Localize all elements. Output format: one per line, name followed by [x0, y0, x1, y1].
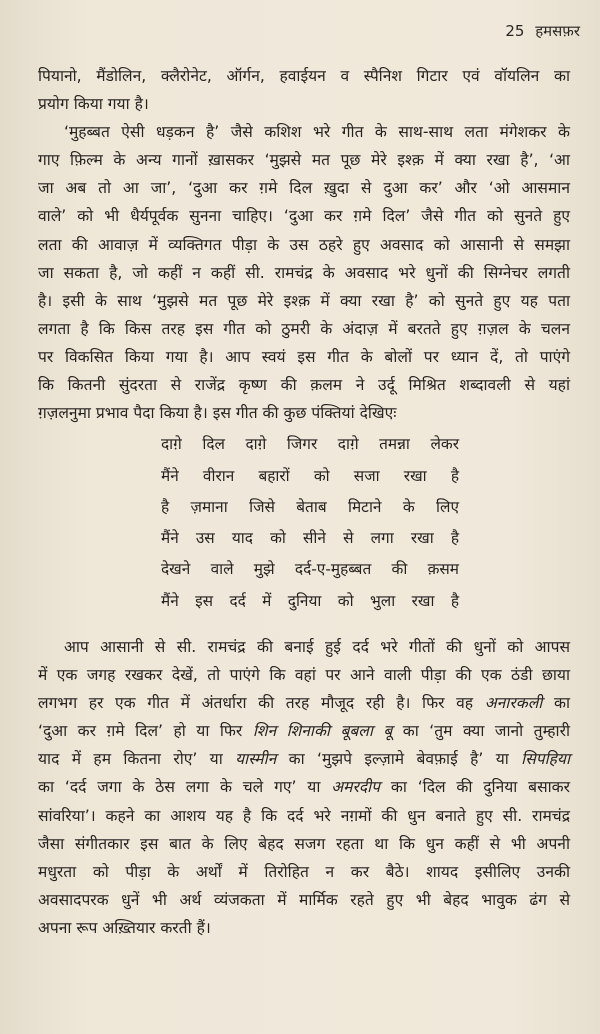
- paragraph-3: [38, 633, 570, 942]
- text-run: का ‘तुम क्या जानो तुम्हारी: [392, 722, 571, 741]
- text-line: पर विकसित किया गया है। आप स्वयं इस गीत के बोलों पर ध्यान दें, तो पाएंगे: [38, 347, 570, 366]
- text-run: का ‘दर्द जगा के ठेस लगा के चले गए’ या: [38, 778, 332, 797]
- song-verse: [38, 429, 570, 617]
- text-line: जैसा संगीतकार इस बात के लिए बेहद सजग रहता था कि धुन कहीं से भी अपनी: [38, 834, 570, 853]
- page-body: [38, 62, 570, 942]
- verse-line: मैंने उस याद को सीने से लगा रखा है: [161, 529, 459, 548]
- text-line: ‘मुहब्बत ऐसी धड़कन है’ जैसे कशिश भरे गीत के साथ-साथ लता मंगेशकर के: [64, 123, 570, 142]
- verse-line: है ज़माना जिसे बेताब मिटाने के लिए: [161, 497, 459, 516]
- text-run: याद में हम कितना रोए’ या: [38, 750, 236, 769]
- text-line: लगता है कि किस तरह इस गीत को ठुमरी के अंदाज़ में बरतते हुए ग़ज़ल के चलन: [38, 319, 570, 338]
- text-run: ‘दुआ कर ग़मे दिल’ हो या फिर: [38, 722, 253, 741]
- text-line: जा अब तो आ जा’, ‘दुआ कर ग़मे दिल ख़ुदा से दुआ कर’ और ‘ओ आसमान: [38, 179, 570, 198]
- film-title: शिन शिनाकी बूबला बू: [252, 722, 393, 741]
- verse-line: मैंने वीरान बहारों को सजा रखा है: [161, 466, 459, 485]
- text-line: में एक जगह रखकर देखें, तो पाएंगे कि वहां पर आने वाली पीड़ा की एक ठंडी छाया: [38, 666, 570, 685]
- text-line: गाए फ़िल्म के अन्य गानों ख़ासकर ‘मुझसे मत पूछ मेरे इश्क़ में क्या रखा है’, ‘आ: [38, 151, 570, 170]
- text-line: अपना रूप अख़्तियार करती हैं।: [38, 918, 211, 937]
- text-line: है। इसी के साथ ‘मुझसे मत पूछ मेरे इश्क़ में क्या रखा है’ को सुनते हुए यह पता: [38, 291, 570, 310]
- film-title: अनारकली: [484, 694, 543, 713]
- text-run: का: [542, 694, 570, 713]
- text-run: का ‘दिल की दुनिया बसाकर: [380, 778, 570, 797]
- text-run: का ‘मुझपे इल्ज़ामे बेवफ़ाई है’ या: [276, 750, 522, 769]
- verse-line: देखने वाले मुझे दर्द-ए-मुहब्बत की क़सम: [161, 560, 459, 579]
- text-line: वाले’ को भी धैर्यपूर्वक सुनना चाहिए। ‘दुआ कर ग़मे दिल’ जैसे गीत को सुनते हुए: [38, 207, 570, 226]
- text-line: प्रयोग किया गया है।: [38, 95, 149, 114]
- text-run: लगभग हर एक गीत में अंतर्धारा की तरह मौजूद रही है। फिर वह: [38, 694, 485, 713]
- paragraph-2: [38, 118, 570, 427]
- text-line: [38, 745, 570, 773]
- running-title: हमसफ़र: [535, 22, 580, 40]
- text-line: पियानो, मैंडोलिन, क्लैरोनेट, ऑर्गन, हवाईयन व स्पैनिश गिटार एवं वॉयलिन का: [38, 67, 570, 85]
- text-line: मधुरता को पीड़ा के अर्थों में तिरोहित न कर बैठे। शायद इसीलिए उनकी: [38, 862, 570, 881]
- text-line: कि कितनी सुंदरता से राजेंद्र कृष्ण की क़लम ने उर्दू मिश्रित शब्दावली से यहां: [38, 376, 570, 395]
- film-title: यास्मीन: [235, 750, 277, 769]
- paragraph-1: [38, 62, 570, 118]
- text-line: [38, 773, 570, 801]
- text-line: लता की आवाज़ में व्यक्तिगत पीड़ा के उस ठहरे हुए अवसाद को आसानी से समझा: [38, 235, 570, 254]
- film-title: अमरदीप: [331, 778, 381, 797]
- text-line: [38, 717, 570, 745]
- page-number: 25: [505, 22, 525, 40]
- film-title: सिपहिया: [521, 750, 570, 769]
- verse-line: दाग़े दिल दाग़े जिगर दाग़े तमन्ना लेकर: [161, 435, 459, 454]
- text-line: ग़ज़लनुमा प्रभाव पैदा किया है। इस गीत की कुछ पंक्तियां देखिएः: [38, 404, 397, 423]
- verse-line: मैंने इस दर्द में दुनिया को भुला रखा है: [161, 591, 459, 610]
- text-line: सांवरिया’। कहने का आशय यह है कि दर्द भरे नग़मों की धुन बनाते हुए सी. रामचंद्र: [38, 806, 570, 825]
- running-header: [505, 21, 580, 41]
- text-line: आप आसानी से सी. रामचंद्र की बनाई हुई दर्द भरे गीतों की धुनों को आपस: [64, 638, 570, 656]
- text-line: जा सकता है, जो कहीं न कहीं सी. रामचंद्र के अवसाद भरे धुनों की सिग्नेचर लगती: [38, 263, 570, 282]
- text-line: अवसादपरक धुनें भी अर्थ व्यंजकता में मार्मिक रहते हुए भी बेहद भावुक ढंग से: [38, 890, 570, 909]
- text-line: [38, 689, 570, 717]
